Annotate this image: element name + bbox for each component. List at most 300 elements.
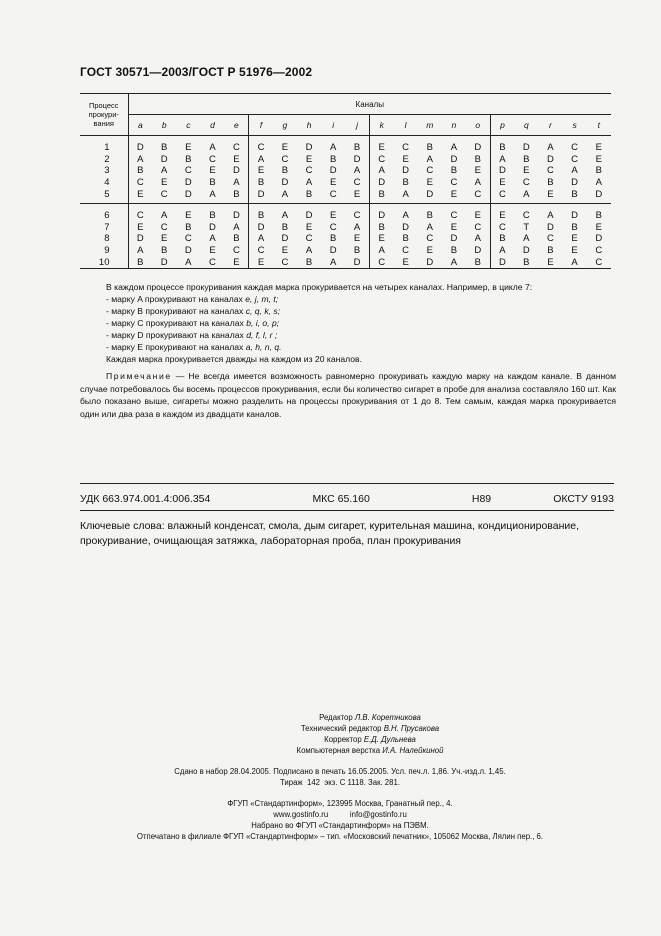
table-cell: D <box>571 210 579 222</box>
table-cell: C <box>547 165 554 177</box>
mark-list-item <box>106 329 616 341</box>
channel-letters-row <box>80 115 611 136</box>
table-cell: D <box>418 188 442 203</box>
channel-header-q: q <box>514 115 538 136</box>
table-cell: A <box>330 142 337 154</box>
table-row <box>80 188 611 203</box>
table-cell: D <box>136 142 144 154</box>
table-cell: D <box>329 245 337 257</box>
table-cell: C <box>257 142 265 154</box>
table-cell: D <box>378 210 386 222</box>
table-cell: C <box>571 142 579 154</box>
channel-header-a: a <box>128 115 152 136</box>
table-cell: B <box>450 245 458 257</box>
table-cell: C <box>329 221 337 233</box>
credit-line <box>220 723 520 734</box>
channel-header-o: o <box>466 115 490 136</box>
table-cell: B <box>128 256 152 268</box>
table-cell: C <box>426 165 434 177</box>
table-cell: B <box>345 136 369 154</box>
table-cell: B <box>225 233 249 245</box>
table-cell: B <box>514 256 538 268</box>
table-cell: B <box>563 188 587 203</box>
table-cell: C <box>450 177 458 189</box>
table-cell: T <box>523 221 530 233</box>
table-cell: D <box>522 245 530 257</box>
mark-list-item <box>106 293 616 305</box>
table-cell: A <box>378 165 385 177</box>
channel-header-g: g <box>273 115 297 136</box>
channel-header-c: c <box>176 115 200 136</box>
mark-list-prefix: - марку C прокуривают на каналах <box>106 318 247 328</box>
table-cell: A <box>200 188 224 203</box>
table-cell: C <box>490 188 514 203</box>
channel-header-t: t <box>587 115 611 136</box>
table-row <box>80 256 611 268</box>
table-cell: A <box>137 153 144 165</box>
table-cell: B <box>137 165 144 177</box>
table-cell: C <box>257 245 265 257</box>
print-info-block <box>130 766 550 788</box>
table-cell: E <box>394 256 418 268</box>
table-cell: B <box>523 153 530 165</box>
channel-header-n: n <box>442 115 466 136</box>
table-cell: C <box>281 153 289 165</box>
table-cell: D <box>547 153 554 165</box>
table-cell: C <box>522 177 530 189</box>
table-cell: B <box>571 221 578 233</box>
table-cell: C <box>426 233 434 245</box>
table-cell: E <box>571 245 578 257</box>
publisher-info-line: www.gostinfo.ru info@gostinfo.ru <box>273 810 407 819</box>
channel-header-f: f <box>249 115 273 136</box>
table-cell: A <box>321 256 345 268</box>
credit-role: Корректор <box>324 735 364 744</box>
table-cell: D <box>466 245 490 257</box>
table-cell: C <box>498 221 506 233</box>
smoking-plan-table <box>80 93 611 269</box>
mark-list-prefix: - марку D прокуривают на каналах <box>106 330 247 340</box>
table-cell: D <box>345 154 369 166</box>
table-cell: B <box>257 210 265 222</box>
table-cell: A <box>273 188 297 203</box>
table-cell: C <box>136 177 144 189</box>
table-cell: D <box>225 165 249 177</box>
table-cell: A <box>161 210 168 222</box>
table-cell: E <box>330 177 337 189</box>
category-code: Н89 <box>471 493 492 505</box>
table-cell: E <box>499 177 506 189</box>
table-cell: E <box>225 154 249 166</box>
table-cell: A <box>394 188 418 203</box>
table-cell: D <box>450 233 458 245</box>
table-cell: C <box>209 153 216 165</box>
table-cell: D <box>418 256 442 268</box>
table-cell: D <box>587 188 611 203</box>
table-cell: E <box>466 203 490 221</box>
table-cell: B <box>297 188 321 203</box>
table-cell: B <box>161 245 168 257</box>
table-cell: C <box>402 142 410 154</box>
process-number: 9 <box>80 245 128 257</box>
table-cell: B <box>209 210 216 222</box>
process-header-line: прокури- <box>88 110 119 119</box>
table-cell: C <box>522 210 530 222</box>
table-cell: A <box>450 142 458 154</box>
table-cell: D <box>136 233 144 245</box>
table-cell: A <box>426 153 433 165</box>
table-cell: E <box>128 188 152 203</box>
table-cell: E <box>137 221 144 233</box>
table-cell: B <box>281 221 289 233</box>
table-cell: E <box>345 233 369 245</box>
table-row <box>80 177 611 189</box>
table-cell: C <box>225 136 249 154</box>
table-cell: C <box>225 245 249 257</box>
table-cell: A <box>466 177 490 189</box>
table-cell: E <box>595 142 602 154</box>
table-cell: A <box>499 153 506 165</box>
table-cell: B <box>345 245 369 257</box>
table-cell: D <box>257 221 265 233</box>
table-cell: C <box>466 222 490 234</box>
mark-list-prefix: - марку A прокуривают на каналах <box>106 294 246 304</box>
mark-list <box>106 293 616 353</box>
table-cell: D <box>249 188 273 203</box>
table-cell: D <box>184 177 192 189</box>
table-row <box>80 154 611 166</box>
table-cell: A <box>257 153 265 165</box>
channel-header-b: b <box>152 115 176 136</box>
table-cell: C <box>136 210 144 222</box>
table-cell: C <box>152 188 176 203</box>
divider-bottom <box>80 510 614 511</box>
mks-code: МКС 65.160 <box>312 493 370 505</box>
publisher-info-line: Отпечатано в филиале ФГУП «Стандартинформ» – тип. «Московский печатник», 105062 Москва, Лялин пер., 6. <box>136 832 544 841</box>
table-cell: D <box>281 233 289 245</box>
udk-code: УДК 663.974.001.4:006.354 <box>80 493 211 505</box>
channel-header-j: j <box>345 115 369 136</box>
classification-row <box>80 493 614 505</box>
table-cell: E <box>225 256 249 268</box>
table-cell: A <box>209 233 216 245</box>
table-cell: C <box>273 256 297 268</box>
table-cell: E <box>595 153 602 165</box>
table-cell: C <box>345 177 369 189</box>
table-cell: B <box>378 221 385 233</box>
table-cell: A <box>442 256 466 268</box>
table-cell: A <box>345 165 369 177</box>
process-number: 10 <box>80 256 128 268</box>
table-cell: B <box>161 142 168 154</box>
table-cell: D <box>522 142 530 154</box>
table-cell: D <box>490 256 514 268</box>
channel-header-h: h <box>297 115 321 136</box>
credit-line <box>220 745 520 756</box>
channel-header-p: p <box>490 115 514 136</box>
table-cell: A <box>345 222 369 234</box>
note-paragraph <box>80 370 616 420</box>
table-cell: E <box>330 210 337 222</box>
table-cell: A <box>281 210 289 222</box>
channel-header-s: s <box>563 115 587 136</box>
table-cell: C <box>345 203 369 221</box>
publisher-info-line: ФГУП «Стандартинформ», 123995 Москва, Гранатный пер., 4. <box>227 799 453 808</box>
table-cell: A <box>305 177 313 189</box>
table-cell: E <box>345 188 369 203</box>
table-cell: D <box>184 245 192 257</box>
table-cell: A <box>209 142 216 154</box>
table-cell: A <box>499 245 506 257</box>
table-cell: E <box>209 165 216 177</box>
table-row <box>80 165 611 177</box>
keywords: Ключевые слова: влажный конденсат, смола, дым сигарет, курительная машина, кондиционирование, прокуривание, очищающая затяжка, лабораторная проба, план прокуривания <box>80 520 580 547</box>
channel-header-k: k <box>369 115 393 136</box>
table-cell: E <box>426 245 433 257</box>
mark-list-item <box>106 341 616 353</box>
credits-block <box>220 712 520 756</box>
channel-header-e: e <box>225 115 249 136</box>
note-label: Примечание <box>106 371 172 381</box>
table-cell: A <box>161 165 168 177</box>
divider-top <box>80 483 614 484</box>
document-header-title: ГОСТ 30571—2003/ГОСТ Р 51976—2002 <box>80 65 313 79</box>
table-cell: E <box>426 177 433 189</box>
table-cell: B <box>426 210 433 222</box>
table-row <box>80 222 611 234</box>
process-number: 2 <box>80 154 128 166</box>
process-number: 5 <box>80 188 128 203</box>
table-cell: C <box>160 221 168 233</box>
mark-list-channels: a, h, n, q. <box>245 342 282 352</box>
table-cell: D <box>305 210 313 222</box>
table-cell: A <box>595 177 602 189</box>
table-cell: C <box>305 233 313 245</box>
table-cell: B <box>185 221 192 233</box>
table-cell: E <box>523 165 530 177</box>
process-column-header <box>80 94 128 136</box>
table-cell: A <box>305 245 313 257</box>
table-cell: A <box>176 256 200 268</box>
table-cell: C <box>450 210 458 222</box>
table-cell: B <box>281 165 289 177</box>
table-cell: C <box>184 165 192 177</box>
table-row <box>80 245 611 257</box>
credit-line <box>220 712 520 723</box>
table-cell: E <box>571 233 578 245</box>
table-cell: B <box>450 165 458 177</box>
table-cell: E <box>378 233 385 245</box>
table-cell: C <box>466 188 490 203</box>
table-cell: E <box>281 142 289 154</box>
table-cell: B <box>547 245 554 257</box>
print-info-line: Сдано в набор 28.04.2005. Подписано в печать 16.05.2005. Усл. печ.л. 1,86. Уч.-изд.л. 1,45. <box>174 767 506 776</box>
table-cell: B <box>257 177 265 189</box>
table-cell: D <box>345 256 369 268</box>
table-cell: B <box>466 256 490 268</box>
table-cell: D <box>152 256 176 268</box>
table-cell: B <box>330 153 337 165</box>
table-cell: E <box>305 153 313 165</box>
table-cell: E <box>305 221 313 233</box>
table-cell: D <box>402 221 410 233</box>
table-cell: B <box>499 233 506 245</box>
channel-header-m: m <box>418 115 442 136</box>
process-number: 1 <box>80 136 128 154</box>
table-cell: B <box>330 233 337 245</box>
table-cell: E <box>185 210 192 222</box>
mark-list-channels: d, f, l, r ; <box>246 330 278 340</box>
table-cell: A <box>547 142 554 154</box>
mark-list-channels: b, i, o, p; <box>246 318 280 328</box>
table-cell: D <box>547 221 554 233</box>
intro-text: В каждом процессе прокуривания каждая марка прокуривается на четырех каналах. Например, в цикле 7: <box>106 282 533 292</box>
table-cell: E <box>257 165 265 177</box>
table-cell: C <box>305 165 313 177</box>
table-cell: A <box>571 165 578 177</box>
table-row <box>80 203 611 221</box>
table-cell: D <box>402 165 410 177</box>
table-cell: C <box>321 188 345 203</box>
process-number: 7 <box>80 222 128 234</box>
table-cell: C <box>587 256 611 268</box>
table-cell: C <box>571 153 579 165</box>
credit-role: Технический редактор <box>300 724 384 733</box>
process-header-line: Процесс <box>88 101 119 110</box>
table-cell: A <box>563 256 587 268</box>
process-number: 6 <box>80 203 128 221</box>
table-cell: D <box>209 221 216 233</box>
table-cell: C <box>402 245 410 257</box>
table-cell: A <box>426 221 433 233</box>
table-cell: C <box>378 153 386 165</box>
table-row <box>80 233 611 245</box>
table-cell: E <box>249 256 273 268</box>
table-cell: D <box>305 142 313 154</box>
table-cell: D <box>225 203 249 221</box>
table-cell: E <box>466 165 490 177</box>
process-number: 8 <box>80 233 128 245</box>
table-cell: B <box>426 142 433 154</box>
mark-list-item <box>106 317 616 329</box>
table-cell: B <box>466 154 490 166</box>
example-text <box>106 281 616 365</box>
table-header-row <box>80 94 611 115</box>
table-cell: A <box>466 233 490 245</box>
table-cell: D <box>595 233 603 245</box>
table-cell: B <box>595 210 602 222</box>
table-cell: E <box>378 142 385 154</box>
table-cell: B <box>402 177 409 189</box>
table-cell: E <box>450 221 458 233</box>
table-cell: D <box>281 177 289 189</box>
table-cell: B <box>595 165 602 177</box>
table-cell: D <box>160 153 168 165</box>
table-row <box>80 136 611 154</box>
credit-name: Е.Д. Дульнева <box>363 735 416 744</box>
print-info-line: Тираж 142 экз. С 1118. Зак. 281. <box>279 778 400 787</box>
process-number: 4 <box>80 177 128 189</box>
table-cell: B <box>297 256 321 268</box>
table-cell: D <box>329 165 337 177</box>
publisher-info-line: Набрано во ФГУП «Стандартинформ» на ПЭВМ. <box>251 821 429 830</box>
table-cell: C <box>200 256 224 268</box>
table-cell: B <box>209 177 216 189</box>
mark-list-channels: e, j, m, t; <box>245 294 279 304</box>
credit-role: Компьютерная верстка <box>296 746 383 755</box>
table-cell: A <box>225 222 249 234</box>
table-cell: E <box>209 245 216 257</box>
credit-name: Л.В. Коретникова <box>354 713 421 722</box>
credit-name: И.А. Налейкиной <box>382 746 444 755</box>
table-cell: E <box>538 188 562 203</box>
table-cell: E <box>538 256 562 268</box>
note-body: — Не всегда имеется возможность равномерно прокуривать каждую марку на каждом канале. В данном случае потребовалось бы восемь процессов прокуривания, если бы количество сигарет в пробе для анализа составляло 160 шт. Как было показано выше, сигареты можно разделить на процессы прокуривания от 1 до 8. Тем самым, каждая марка прокуривается один или два раза в каждом из двадцати каналов. <box>80 371 616 419</box>
table-cell: A <box>225 177 249 189</box>
okstu-code: ОКСТУ 9193 <box>553 493 614 505</box>
mark-list-prefix: - марку B прокуривают на каналах <box>106 306 246 316</box>
table-cell: B <box>185 153 192 165</box>
table-cell: C <box>369 256 393 268</box>
credit-name: В.Н. Прусакова <box>383 724 440 733</box>
channel-header-r: r <box>538 115 562 136</box>
publisher-info-block <box>100 798 580 842</box>
table-cell: B <box>225 188 249 203</box>
table-cell: E <box>595 221 602 233</box>
table-cell: A <box>257 233 265 245</box>
table-cell: D <box>571 177 579 189</box>
mark-list-channels: c, q, k, s; <box>245 306 281 316</box>
table-cell: E <box>442 188 466 203</box>
table-cell: C <box>547 233 554 245</box>
table-cell: C <box>595 245 603 257</box>
table-cell: A <box>547 210 554 222</box>
table-cell: E <box>281 245 289 257</box>
table-cell: D <box>176 188 200 203</box>
table-cell: A <box>378 245 385 257</box>
table-cell: E <box>499 210 506 222</box>
table-cell: B <box>402 233 409 245</box>
summary-text: Каждая марка прокуривается дважды на каждом из 20 каналов. <box>106 354 362 364</box>
process-number: 3 <box>80 165 128 177</box>
table-cell: E <box>161 177 168 189</box>
channel-header-i: i <box>321 115 345 136</box>
mark-list-prefix: - марку E прокуривают на каналах <box>106 342 246 352</box>
table-cell: E <box>161 233 168 245</box>
table-cell: B <box>547 177 554 189</box>
table-cell: A <box>137 245 144 257</box>
table-cell: B <box>369 188 393 203</box>
table-cell: A <box>402 210 409 222</box>
table-cell: E <box>185 142 192 154</box>
table-cell: B <box>499 142 506 154</box>
table-cell: D <box>498 165 506 177</box>
channel-header-d: d <box>200 115 224 136</box>
credit-role: Редактор <box>319 713 355 722</box>
credit-line <box>220 734 520 745</box>
table-cell: E <box>402 153 409 165</box>
table-cell: D <box>466 136 490 154</box>
table-cell: D <box>378 177 386 189</box>
mark-list-item <box>106 305 616 317</box>
table-cell: A <box>523 233 530 245</box>
table-cell: D <box>450 153 458 165</box>
channels-header: Каналы <box>128 94 611 115</box>
process-header-line: вания <box>93 119 114 128</box>
channel-header-l: l <box>394 115 418 136</box>
table-cell: C <box>184 233 192 245</box>
table-cell: A <box>514 188 538 203</box>
